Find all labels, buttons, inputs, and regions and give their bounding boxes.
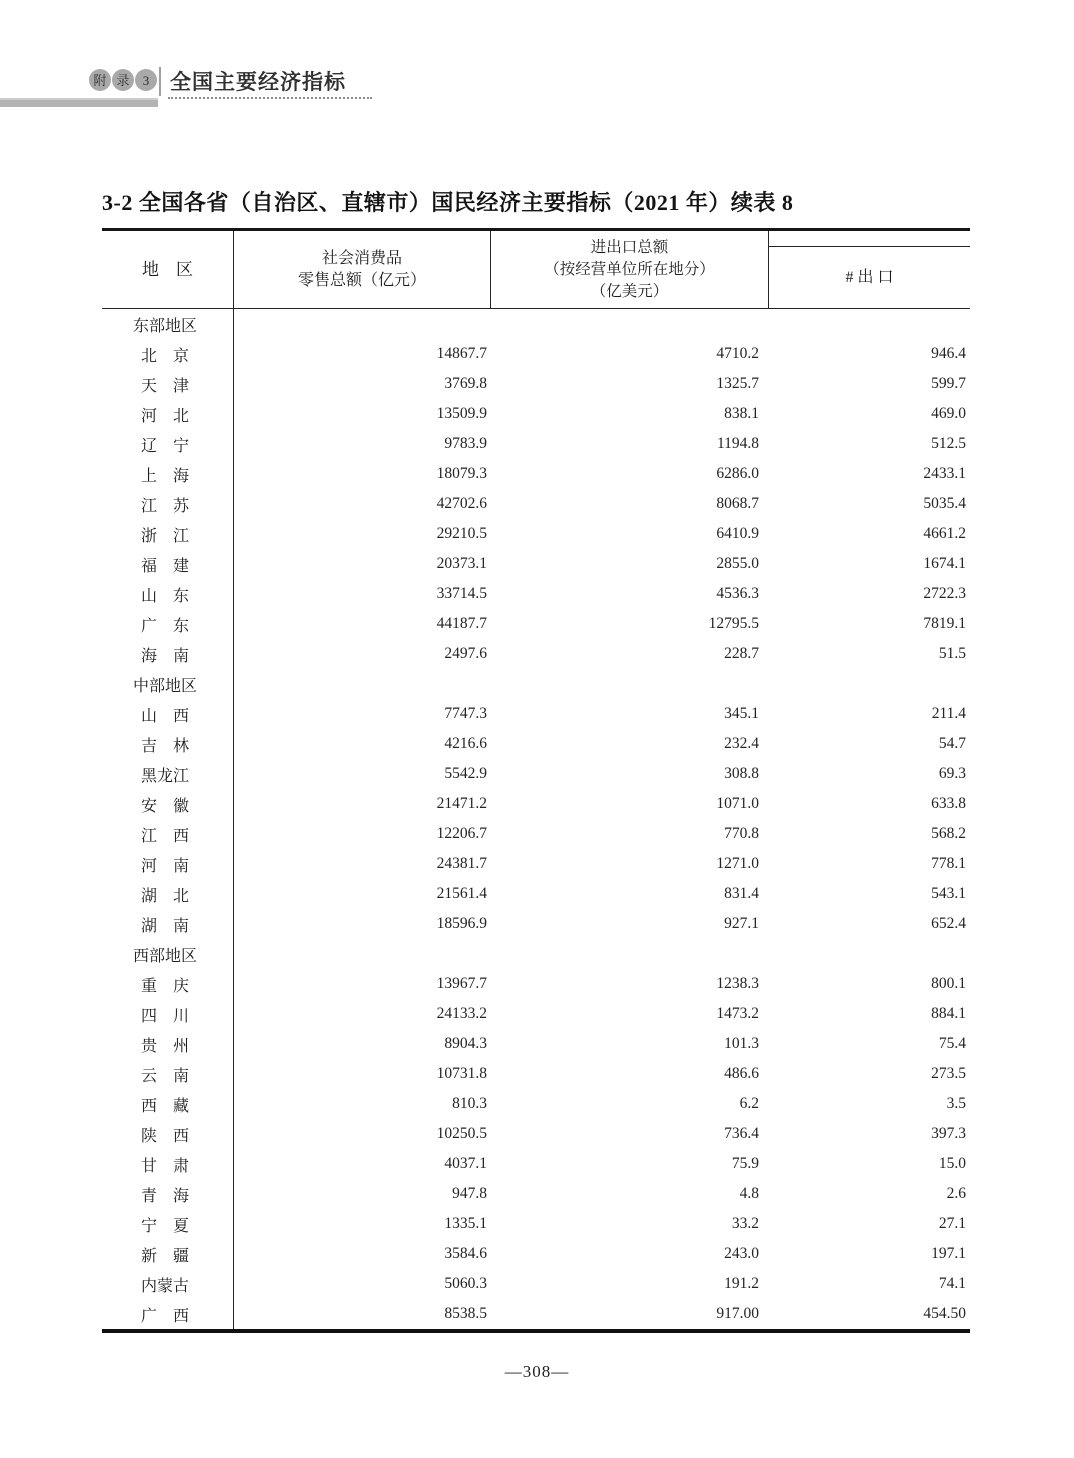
trade-value: 12795.5 bbox=[708, 615, 759, 632]
trade-value: 228.7 bbox=[724, 645, 759, 662]
running-header-title: 全国主要经济指标 bbox=[170, 71, 346, 94]
retail-value: 24381.7 bbox=[436, 855, 487, 872]
retail-value: 21561.4 bbox=[436, 885, 487, 902]
column-header-export-label: # 出 口 bbox=[845, 268, 894, 286]
retail-value: 1335.1 bbox=[444, 1215, 487, 1232]
export-value: 2722.3 bbox=[923, 585, 966, 602]
export-value: 884.1 bbox=[931, 1005, 966, 1022]
badge-char-circle: 附 bbox=[89, 69, 111, 91]
region-name: 河 南 bbox=[141, 857, 190, 875]
table-row bbox=[102, 1149, 970, 1179]
region-name: 安 徽 bbox=[141, 797, 190, 815]
region-cell bbox=[102, 579, 234, 609]
retail-value: 3584.6 bbox=[444, 1245, 487, 1262]
column-header-export bbox=[769, 231, 970, 308]
region-cell bbox=[102, 1119, 234, 1149]
appendix-badge bbox=[89, 69, 157, 91]
trade-value bbox=[491, 669, 769, 699]
export-value: 2433.1 bbox=[923, 465, 966, 482]
region-name: 云 南 bbox=[141, 1067, 190, 1085]
export-value: 397.3 bbox=[931, 1125, 966, 1142]
export-value bbox=[769, 939, 970, 969]
export-value: 5035.4 bbox=[923, 495, 966, 512]
retail-value bbox=[234, 669, 491, 699]
page-header bbox=[0, 0, 1074, 130]
region-cell bbox=[102, 909, 234, 939]
column-header-retail bbox=[234, 231, 491, 308]
trade-value bbox=[491, 309, 769, 339]
table-row bbox=[102, 789, 970, 819]
retail-value: 5542.9 bbox=[444, 765, 487, 782]
retail-value: 42702.6 bbox=[436, 495, 487, 512]
region-name: 重 庆 bbox=[141, 977, 190, 995]
table-row bbox=[102, 1119, 970, 1149]
retail-value: 14867.7 bbox=[436, 345, 487, 362]
region-name: 东部地区 bbox=[133, 317, 198, 335]
badge-number-circle: 3 bbox=[135, 69, 157, 91]
table-row bbox=[102, 1089, 970, 1119]
region-cell bbox=[102, 789, 234, 819]
region-cell bbox=[102, 1209, 234, 1239]
retail-value: 21471.2 bbox=[436, 795, 487, 812]
region-cell bbox=[102, 1269, 234, 1299]
region-cell bbox=[102, 1179, 234, 1209]
export-value: 652.4 bbox=[931, 915, 966, 932]
retail-value: 4037.1 bbox=[444, 1155, 487, 1172]
retail-value: 18596.9 bbox=[436, 915, 487, 932]
retail-value bbox=[234, 939, 491, 969]
region-cell bbox=[102, 1059, 234, 1089]
trade-value: 770.8 bbox=[724, 825, 759, 842]
export-value: 51.5 bbox=[938, 645, 966, 662]
table-row bbox=[102, 309, 970, 339]
export-value: 633.8 bbox=[931, 795, 966, 812]
export-value: 512.5 bbox=[931, 435, 966, 452]
region-name: 广 西 bbox=[141, 1307, 190, 1325]
export-spanner-strip bbox=[769, 231, 970, 247]
region-name: 北 京 bbox=[141, 347, 190, 365]
region-name: 浙 江 bbox=[141, 527, 190, 545]
table-row bbox=[102, 489, 970, 519]
trade-value: 6286.0 bbox=[716, 465, 759, 482]
table-row bbox=[102, 1209, 970, 1239]
region-cell bbox=[102, 1299, 234, 1329]
region-name: 内蒙古 bbox=[141, 1277, 190, 1295]
region-name: 福 建 bbox=[141, 557, 190, 575]
trade-value: 4710.2 bbox=[716, 345, 759, 362]
table-body bbox=[102, 309, 970, 1333]
retail-value bbox=[234, 309, 491, 339]
region-cell bbox=[102, 849, 234, 879]
region-name: 上 海 bbox=[141, 467, 190, 485]
statistics-table bbox=[102, 228, 970, 1333]
column-header-region-label: 地 区 bbox=[142, 259, 193, 279]
column-header-trade-line2: （按经营单位所在地分） bbox=[544, 260, 715, 278]
region-name: 甘 肃 bbox=[141, 1157, 190, 1175]
trade-value: 4.8 bbox=[739, 1185, 759, 1202]
table-header-row bbox=[102, 231, 970, 309]
table-title: 3-2 全国各省（自治区、直辖市）国民经济主要指标（2021 年）续表 8 bbox=[102, 190, 794, 215]
trade-value bbox=[491, 939, 769, 969]
retail-value: 44187.7 bbox=[436, 615, 487, 632]
trade-value: 101.3 bbox=[724, 1035, 759, 1052]
region-name: 四 川 bbox=[141, 1007, 190, 1025]
table-row bbox=[102, 609, 970, 639]
region-name: 海 南 bbox=[141, 647, 190, 665]
export-value: 568.2 bbox=[931, 825, 966, 842]
table-row bbox=[102, 1059, 970, 1089]
column-header-trade bbox=[491, 231, 769, 308]
table-row bbox=[102, 339, 970, 369]
retail-value: 20373.1 bbox=[436, 555, 487, 572]
region-name: 辽 宁 bbox=[141, 437, 190, 455]
region-cell bbox=[102, 369, 234, 399]
trade-value: 308.8 bbox=[724, 765, 759, 782]
export-value: 27.1 bbox=[938, 1215, 966, 1232]
table-row bbox=[102, 639, 970, 669]
export-value: 599.7 bbox=[931, 375, 966, 392]
region-name: 吉 林 bbox=[141, 737, 190, 755]
trade-value: 486.6 bbox=[724, 1065, 759, 1082]
export-value: 211.4 bbox=[931, 705, 966, 722]
export-value: 3.5 bbox=[946, 1095, 966, 1112]
retail-value: 2497.6 bbox=[444, 645, 487, 662]
region-name: 陕 西 bbox=[141, 1127, 190, 1145]
retail-value: 8538.5 bbox=[444, 1305, 487, 1322]
export-value: 778.1 bbox=[931, 855, 966, 872]
table-row bbox=[102, 1239, 970, 1269]
region-cell bbox=[102, 1149, 234, 1179]
page-number: —308— bbox=[504, 1362, 570, 1381]
table-row bbox=[102, 519, 970, 549]
trade-value: 243.0 bbox=[724, 1245, 759, 1262]
retail-value: 29210.5 bbox=[436, 525, 487, 542]
column-header-retail-line1: 社会消费品 bbox=[321, 249, 402, 267]
export-value: 543.1 bbox=[931, 885, 966, 902]
trade-value: 1325.7 bbox=[716, 375, 759, 392]
table-row bbox=[102, 549, 970, 579]
header-dotted-underline bbox=[168, 97, 372, 99]
export-value: 4661.2 bbox=[923, 525, 966, 542]
region-cell bbox=[102, 309, 234, 339]
header-gray-bar bbox=[0, 98, 158, 107]
table-row bbox=[102, 969, 970, 999]
column-header-region bbox=[102, 231, 234, 308]
table-row bbox=[102, 1029, 970, 1059]
retail-value: 12206.7 bbox=[436, 825, 487, 842]
region-cell bbox=[102, 819, 234, 849]
export-value: 800.1 bbox=[931, 975, 966, 992]
trade-value: 1238.3 bbox=[716, 975, 759, 992]
retail-value: 947.8 bbox=[452, 1185, 487, 1202]
retail-value: 13967.7 bbox=[436, 975, 487, 992]
table-row bbox=[102, 699, 970, 729]
retail-value: 10250.5 bbox=[436, 1125, 487, 1142]
region-cell bbox=[102, 399, 234, 429]
trade-value: 1473.2 bbox=[716, 1005, 759, 1022]
region-name: 西部地区 bbox=[133, 947, 198, 965]
region-cell bbox=[102, 969, 234, 999]
region-name: 黑龙江 bbox=[141, 767, 190, 785]
region-cell bbox=[102, 999, 234, 1029]
retail-value: 9783.9 bbox=[444, 435, 487, 452]
trade-value: 1194.8 bbox=[716, 435, 759, 452]
retail-value: 4216.6 bbox=[444, 735, 487, 752]
region-cell bbox=[102, 489, 234, 519]
region-cell bbox=[102, 699, 234, 729]
table-row bbox=[102, 399, 970, 429]
region-cell bbox=[102, 939, 234, 969]
region-name: 天 津 bbox=[141, 377, 190, 395]
region-cell bbox=[102, 729, 234, 759]
export-value: 74.1 bbox=[938, 1275, 966, 1292]
region-name: 青 海 bbox=[141, 1187, 190, 1205]
region-name: 新 疆 bbox=[141, 1247, 190, 1265]
retail-value: 7747.3 bbox=[444, 705, 487, 722]
region-name: 山 西 bbox=[141, 707, 190, 725]
table-row bbox=[102, 369, 970, 399]
trade-value: 1271.0 bbox=[716, 855, 759, 872]
export-value: 273.5 bbox=[931, 1065, 966, 1082]
table-row bbox=[102, 579, 970, 609]
region-name: 宁 夏 bbox=[141, 1217, 190, 1235]
trade-value: 736.4 bbox=[724, 1125, 759, 1142]
export-value: 469.0 bbox=[931, 405, 966, 422]
table-row bbox=[102, 819, 970, 849]
column-header-trade-line1: 进出口总额 bbox=[590, 238, 669, 256]
table-row bbox=[102, 999, 970, 1029]
table-row bbox=[102, 729, 970, 759]
trade-value: 6410.9 bbox=[716, 525, 759, 542]
trade-value: 2855.0 bbox=[716, 555, 759, 572]
trade-value: 8068.7 bbox=[716, 495, 759, 512]
retail-value: 8904.3 bbox=[444, 1035, 487, 1052]
table-row bbox=[102, 939, 970, 969]
export-value: 946.4 bbox=[931, 345, 966, 362]
region-name: 河 北 bbox=[141, 407, 190, 425]
region-name: 广 东 bbox=[141, 617, 190, 635]
region-cell bbox=[102, 759, 234, 789]
export-value: 69.3 bbox=[938, 765, 966, 782]
export-value bbox=[769, 309, 970, 339]
export-value: 1674.1 bbox=[923, 555, 966, 572]
table-row bbox=[102, 429, 970, 459]
column-header-trade-line3: （亿美元） bbox=[590, 282, 669, 300]
region-cell bbox=[102, 639, 234, 669]
export-value: 197.1 bbox=[931, 1245, 966, 1262]
trade-value: 1071.0 bbox=[716, 795, 759, 812]
table-row bbox=[102, 1269, 970, 1299]
table-row bbox=[102, 909, 970, 939]
trade-value: 917.00 bbox=[716, 1305, 759, 1322]
retail-value: 810.3 bbox=[452, 1095, 487, 1112]
table-row bbox=[102, 759, 970, 789]
trade-value: 345.1 bbox=[724, 705, 759, 722]
table-row bbox=[102, 1299, 970, 1329]
region-name: 中部地区 bbox=[133, 677, 198, 695]
retail-value: 13509.9 bbox=[436, 405, 487, 422]
export-value bbox=[769, 669, 970, 699]
region-cell bbox=[102, 1029, 234, 1059]
trade-value: 4536.3 bbox=[716, 585, 759, 602]
header-vertical-divider bbox=[159, 67, 161, 96]
column-header-retail-line2: 零售总额（亿元） bbox=[297, 271, 426, 289]
region-cell bbox=[102, 459, 234, 489]
retail-value: 3769.8 bbox=[444, 375, 487, 392]
table-row bbox=[102, 459, 970, 489]
region-name: 山 东 bbox=[141, 587, 190, 605]
region-cell bbox=[102, 549, 234, 579]
region-name: 湖 南 bbox=[141, 917, 190, 935]
export-value: 54.7 bbox=[938, 735, 966, 752]
retail-value: 33714.5 bbox=[436, 585, 487, 602]
retail-value: 10731.8 bbox=[436, 1065, 487, 1082]
region-cell bbox=[102, 1239, 234, 1269]
trade-value: 838.1 bbox=[724, 405, 759, 422]
table-row bbox=[102, 879, 970, 909]
trade-value: 191.2 bbox=[724, 1275, 759, 1292]
trade-value: 33.2 bbox=[731, 1215, 759, 1232]
table-row bbox=[102, 669, 970, 699]
trade-value: 6.2 bbox=[739, 1095, 759, 1112]
export-value: 7819.1 bbox=[923, 615, 966, 632]
region-cell bbox=[102, 429, 234, 459]
region-name: 贵 州 bbox=[141, 1037, 190, 1055]
retail-value: 5060.3 bbox=[444, 1275, 487, 1292]
table-row bbox=[102, 1179, 970, 1209]
region-name: 江 苏 bbox=[141, 497, 190, 515]
badge-char-circle: 录 bbox=[112, 69, 134, 91]
region-name: 江 西 bbox=[141, 827, 190, 845]
retail-value: 24133.2 bbox=[436, 1005, 487, 1022]
region-cell bbox=[102, 879, 234, 909]
region-cell bbox=[102, 1089, 234, 1119]
region-name: 湖 北 bbox=[141, 887, 190, 905]
table-row bbox=[102, 849, 970, 879]
trade-value: 927.1 bbox=[724, 915, 759, 932]
region-name: 西 藏 bbox=[141, 1097, 190, 1115]
trade-value: 75.9 bbox=[731, 1155, 759, 1172]
region-cell bbox=[102, 669, 234, 699]
export-value: 75.4 bbox=[938, 1035, 966, 1052]
region-cell bbox=[102, 519, 234, 549]
trade-value: 232.4 bbox=[724, 735, 759, 752]
retail-value: 18079.3 bbox=[436, 465, 487, 482]
export-value: 2.6 bbox=[946, 1185, 966, 1202]
region-cell bbox=[102, 339, 234, 369]
export-value: 15.0 bbox=[938, 1155, 966, 1172]
export-value: 454.50 bbox=[923, 1305, 966, 1322]
trade-value: 831.4 bbox=[724, 885, 759, 902]
region-cell bbox=[102, 609, 234, 639]
